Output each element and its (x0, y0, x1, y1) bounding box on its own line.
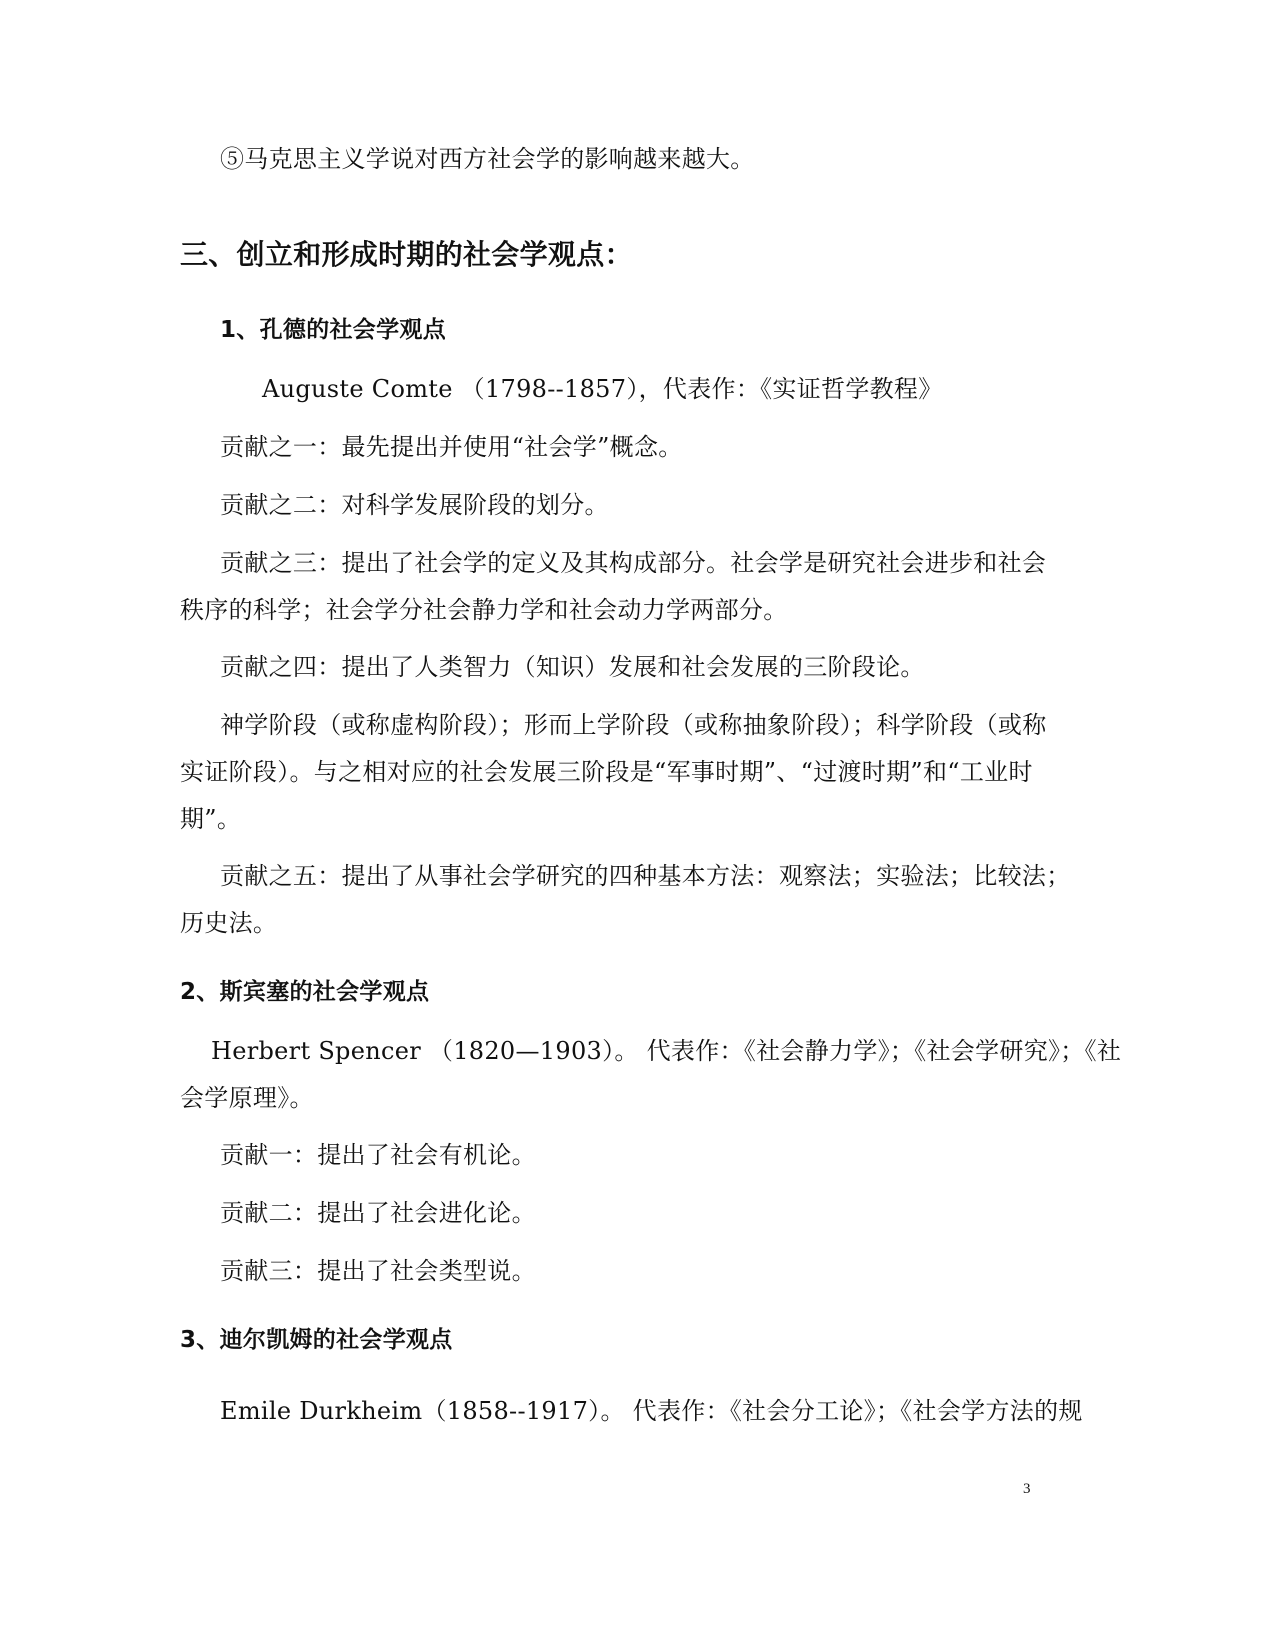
spencer-contribution-3: 贡献三：提出了社会类型说。 (220, 1257, 536, 1285)
list-item-marxism-influence: ⑤马克思主义学说对西方社会学的影响越来越大。 (220, 145, 755, 173)
comte-contribution-5-cont: 历史法。 (180, 909, 278, 937)
page-number: 3 (1023, 1481, 1031, 1497)
comte-contribution-1: 贡献之一：最先提出并使用“社会学”概念。 (220, 433, 683, 461)
spencer-contribution-2: 贡献二：提出了社会进化论。 (220, 1199, 536, 1227)
spencer-contribution-1: 贡献一：提出了社会有机论。 (220, 1141, 536, 1169)
comte-three-stages-cont-2: 期”。 (180, 805, 242, 833)
comte-intro: Auguste Comte （1798--1857），代表作：《实证哲学教程》 (262, 375, 943, 403)
comte-three-stages-cont-1: 实证阶段）。与之相对应的社会发展三阶段是“军事时期”、“过渡时期”和“工业时 (180, 758, 1033, 786)
durkheim-intro: Emile Durkheim（1858--1917）。 代表作：《社会分工论》；《社会学方法的规 (220, 1397, 1083, 1425)
comte-contribution-5: 贡献之五：提出了从事社会学研究的四种基本方法：观察法；实验法；比较法； (220, 862, 1071, 890)
comte-contribution-3-cont: 秩序的科学；社会学分社会静力学和社会动力学两部分。 (180, 596, 788, 624)
subsection-heading-durkheim: 3、迪尔凯姆的社会学观点 (180, 1327, 453, 1353)
section-heading-3: 三、创立和形成时期的社会学观点： (180, 238, 633, 271)
comte-contribution-2: 贡献之二：对科学发展阶段的划分。 (220, 491, 609, 519)
comte-contribution-3: 贡献之三：提出了社会学的定义及其构成部分。社会学是研究社会进步和社会 (220, 549, 1047, 577)
subsection-heading-spencer: 2、斯宾塞的社会学观点 (180, 979, 430, 1005)
subsection-heading-comte: 1、孔德的社会学观点 (220, 317, 447, 343)
spencer-intro: Herbert Spencer （1820—1903）。 代表作：《社会静力学》；《社会学研究》；《社 (211, 1037, 1122, 1065)
comte-contribution-4: 贡献之四：提出了人类智力（知识）发展和社会发展的三阶段论。 (220, 653, 925, 681)
comte-three-stages: 神学阶段（或称虚构阶段）；形而上学阶段（或称抽象阶段）；科学阶段（或称 (220, 711, 1047, 739)
spencer-intro-cont: 会学原理》。 (180, 1084, 314, 1112)
